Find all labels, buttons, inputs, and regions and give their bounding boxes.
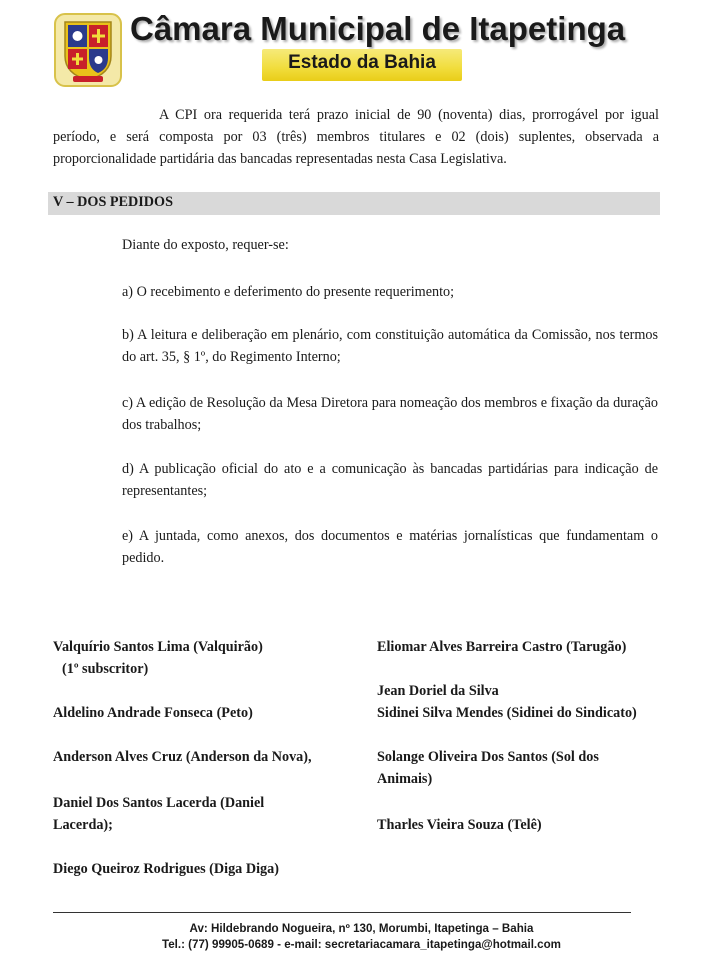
request-item-e: e) A juntada, como anexos, dos documentos e matérias jornalísticas que fundamentam o pedido. xyxy=(122,528,658,566)
signatory-daniel: Daniel Dos Santos Lacerda (Daniel Lacerda); xyxy=(53,795,265,833)
footer-address: Av: Hildebrando Nogueira, nº 130, Morumbi, Itapetinga – Bahia xyxy=(189,922,534,935)
signatory-tharles: Tharles Vieira Souza (Telê) xyxy=(377,817,542,833)
signatory-valquirio: Valquírio Santos Lima (Valquirão) xyxy=(53,639,263,655)
state-banner xyxy=(262,49,462,81)
request-item-b: b) A leitura e deliberação em plenário, com constituição automática da Comissão, nos termos do art. 35, § 1º, do Regimento Interno; xyxy=(122,327,658,365)
signatory-diego: Diego Queiroz Rodrigues (Diga Diga) xyxy=(53,861,279,877)
signatory-jean: Jean Doriel da Silva xyxy=(377,683,499,699)
signatory-sidinei: Sidinei Silva Mendes (Sidinei do Sindicato) xyxy=(377,705,637,721)
footer-contact: Tel.: (77) 99905-0689 - e-mail: secretariacamara_itapetinga@hotmail.com xyxy=(161,938,561,951)
institution-name: Câmara Municipal de Itapetinga xyxy=(130,10,626,47)
request-item-d: d) A publicação oficial do ato e a comunicação às bancadas partidárias para indicação de representantes; xyxy=(122,461,658,499)
section-title: V – DOS PEDIDOS xyxy=(53,194,173,210)
requests-lead: Diante do exposto, requer-se: xyxy=(122,237,289,253)
signatory-note: (1º subscritor) xyxy=(62,661,149,677)
signatory-aldelino: Aldelino Andrade Fonseca (Peto) xyxy=(53,705,253,721)
coat-of-arms-icon xyxy=(53,12,123,88)
signatory-solange: Solange Oliveira Dos Santos (Sol dos Animais) xyxy=(377,749,599,787)
intro-paragraph: A CPI ora requerida terá prazo inicial de 90 (noventa) dias, prorrogável por igual período, e será composta por 03 (três) membros titulares e 02 (dois) suplentes, observada a proporcionalidade partidária das bancadas representadas nesta Casa Legislativa. xyxy=(53,107,659,167)
request-item-a: a) O recebimento e deferimento do presente requerimento; xyxy=(122,284,455,300)
state-name: Estado da Bahia xyxy=(288,52,436,73)
footer-divider xyxy=(53,912,631,913)
signatory-eliomar: Eliomar Alves Barreira Castro (Tarugão) xyxy=(377,639,627,655)
request-item-c: c) A edição de Resolução da Mesa Diretora para nomeação dos membros e fixação da duração dos trabalhos; xyxy=(122,395,658,433)
section-header xyxy=(48,192,660,215)
signatory-anderson: Anderson Alves Cruz (Anderson da Nova), xyxy=(53,749,312,765)
